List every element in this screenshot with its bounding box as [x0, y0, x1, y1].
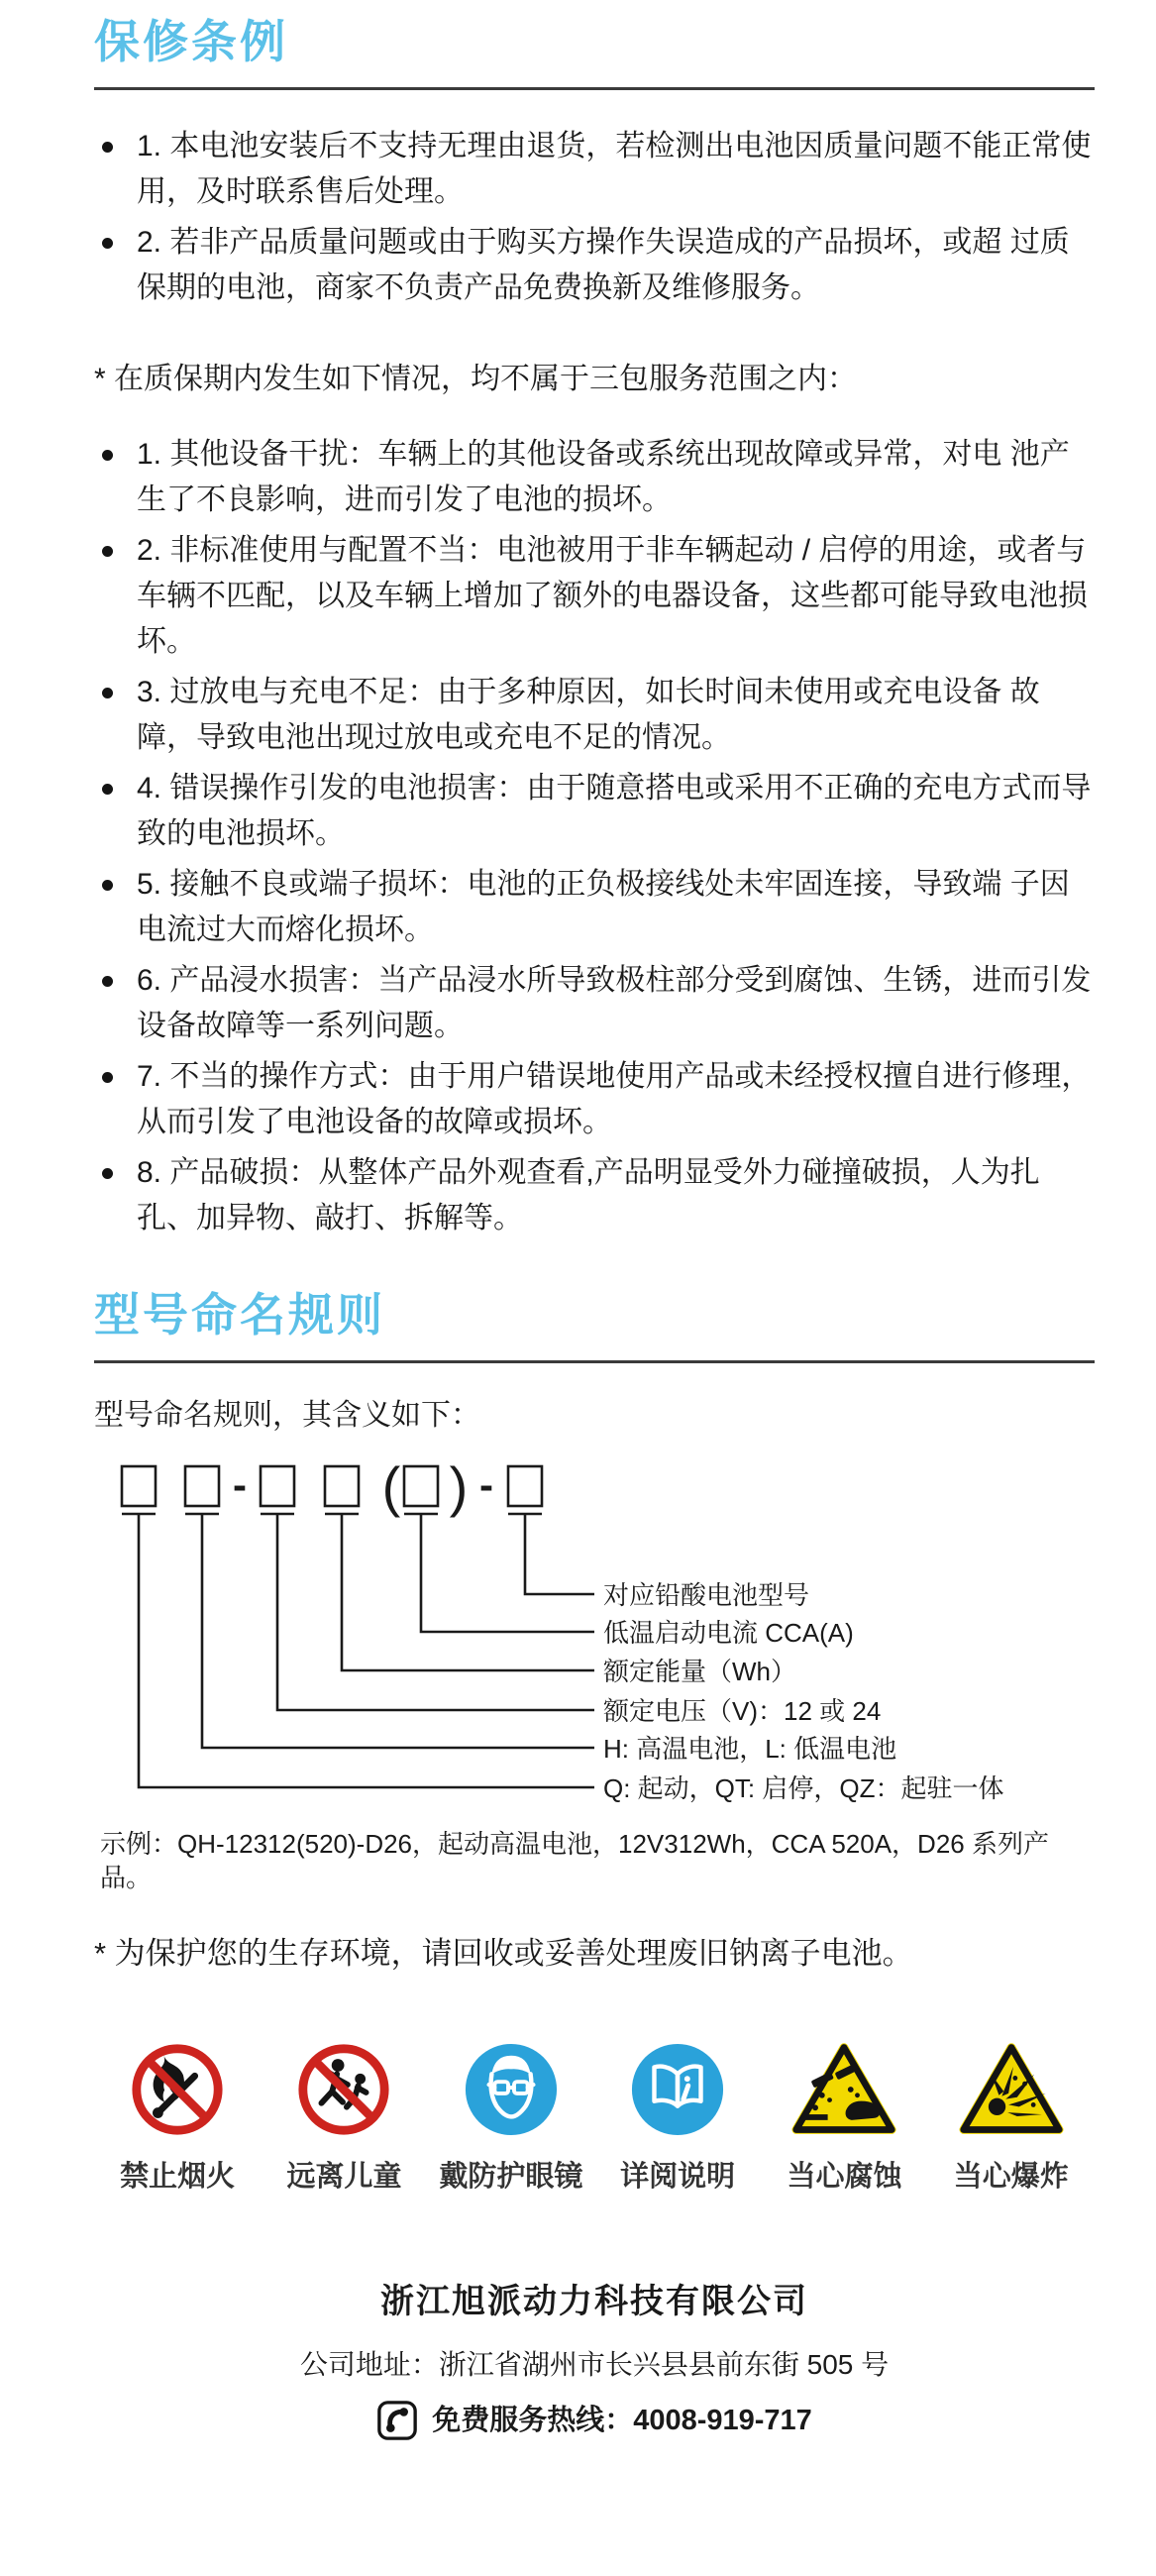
exclusion-item: 1. 其他设备干扰：车辆上的其他设备或系统出现故障或异常，对电 池产生了不良影响，进而引发了电池的损坏。 [94, 432, 1095, 523]
safety-icon-cell [261, 2039, 427, 2195]
safety-icon-cell [761, 2039, 927, 2195]
naming-title: 型号命名规则 [94, 1289, 385, 1341]
safety-icon-cell [594, 2039, 761, 2195]
wear-eye-protection-icon [463, 2039, 560, 2138]
title-divider [94, 87, 1095, 90]
footer [94, 2278, 1095, 2442]
warranty-item: 1. 本电池安装后不支持无理由退货，若检测出电池因质量问题不能正常使用，及时联系售后处理。 [94, 124, 1095, 215]
exclusion-item: 3. 过放电与充电不足：由于多种原因，如长时间未使用或充电设备 故障，导致电池出现过放电或充电不足的情况。 [94, 670, 1095, 761]
naming-diagram-svg [94, 1460, 1095, 1817]
pattern-paren-close: ) [449, 1460, 469, 1518]
bullet-dot [102, 1168, 113, 1179]
safety-icon-cell [928, 2039, 1095, 2195]
recycle-note: * 为保护您的生存环境，请回收或妥善处理废旧钠离子电池。 [94, 1936, 913, 1971]
no-fire-icon [129, 2039, 226, 2138]
model-code-box [185, 1466, 219, 1506]
phone-icon [376, 2400, 418, 2441]
safety-icon-label: 详阅说明 [620, 2161, 736, 2193]
safety-icon-label: 当心腐蚀 [787, 2161, 902, 2193]
pattern-separator: - [233, 1461, 247, 1508]
warranty-note: * 在质保期内发生如下情况，均不属于三包服务范围之内： [94, 363, 858, 395]
explosion-warning-icon [958, 2039, 1065, 2138]
exclusion-item: 5. 接触不良或端子损坏：电池的正负极接线处未牢固连接，导致端 子因电流过大而熔化损坏。 [94, 862, 1095, 953]
bullet-dot [102, 1072, 113, 1083]
exclusion-list [94, 432, 1095, 1241]
model-code-box [508, 1466, 542, 1506]
read-instructions-icon [629, 2039, 726, 2138]
safety-icon-label: 戴防护眼镜 [439, 2161, 583, 2193]
pattern-label: 额定电压（V)：12 或 24 [603, 1696, 882, 1726]
hotline-text: 免费服务热线：4008-919-717 [432, 2405, 812, 2436]
naming-section [94, 1287, 1095, 1976]
bullet-dot [102, 546, 113, 557]
naming-example: 示例：QH-12312(520)-D26，起动高温电池，12V312Wh，CCA 520A，D26 系列产品。 [100, 1829, 1049, 1892]
safety-icon-label: 远离儿童 [286, 2161, 402, 2193]
safety-icon-label: 当心爆炸 [953, 2161, 1069, 2193]
connector-line [277, 1514, 594, 1710]
exclusion-item: 4. 错误操作引发的电池损害：由于随意搭电或采用不正确的充电方式而导致的电池损坏。 [94, 766, 1095, 857]
exclusion-item: 8. 产品破损：从整体产品外观查看,产品明显受外力碰撞破损，人为扎孔、加异物、敲打、拆解等。 [94, 1150, 1095, 1241]
bullet-dot [102, 976, 113, 987]
model-code-box [404, 1466, 438, 1506]
safety-icon-cell [94, 2039, 261, 2195]
pattern-label: 对应铅酸电池型号 [603, 1580, 810, 1610]
bullet-dot [102, 688, 113, 698]
pattern-label: Q: 起动，QT: 启停，QZ：起驻一体 [603, 1773, 1004, 1803]
pattern-separator: - [479, 1461, 493, 1508]
model-code-box [261, 1466, 294, 1506]
bullet-dot [102, 238, 113, 249]
title-divider [94, 1360, 1095, 1363]
warranty-list [94, 124, 1095, 311]
corrosion-warning-icon [790, 2039, 897, 2138]
company-name: 浙江旭派动力科技有限公司 [380, 2283, 808, 2320]
bullet-dot [102, 784, 113, 795]
exclusion-item: 2. 非标准使用与配置不当：电池被用于非车辆起动 / 启停的用途，或者与车辆不匹配，以及车辆上增加了额外的电器设备，这些都可能导致电池损坏。 [94, 528, 1095, 665]
exclusion-item: 7. 不当的操作方式：由于用户错误地使用产品或未经授权擅自进行修理，从而引发了电池设备的故障或损坏。 [94, 1054, 1095, 1145]
safety-icons-row [94, 2039, 1095, 2195]
pattern-label: H: 高温电池，L: 低温电池 [603, 1734, 897, 1764]
bullet-dot [102, 142, 113, 153]
company-address: 公司地址：浙江省湖州市长兴县县前东街 505 号 [299, 2349, 890, 2380]
pattern-label: 低温启动电流 CCA(A) [603, 1618, 854, 1648]
bullet-dot [102, 880, 113, 891]
connector-line [421, 1514, 594, 1632]
safety-icon-label: 禁止烟火 [120, 2161, 236, 2193]
bullet-dot [102, 450, 113, 461]
warranty-section [94, 14, 1095, 1241]
model-code-box [122, 1466, 156, 1506]
warranty-title: 保修条例 [94, 16, 288, 67]
safety-icon-cell [428, 2039, 594, 2195]
connector-line [525, 1514, 594, 1594]
pattern-paren-open: ( [381, 1460, 401, 1518]
warranty-item: 2. 若非产品质量问题或由于购买方操作失误造成的产品损坏，或超 过质保期的电池，商家不负责产品免费换新及维修服务。 [94, 220, 1095, 311]
pattern-label: 额定能量（Wh） [603, 1657, 797, 1686]
naming-intro: 型号命名规则，其含义如下： [94, 1399, 480, 1432]
keep-away-children-icon [295, 2039, 392, 2138]
hotline-row [94, 2399, 1095, 2442]
connector-line [342, 1514, 594, 1670]
model-code-box [325, 1466, 359, 1506]
exclusion-item: 6. 产品浸水损害：当产品浸水所导致极柱部分受到腐蚀、生锈，进而引发设备故障等一系列问题。 [94, 958, 1095, 1049]
model-naming-diagram [94, 1460, 1095, 1817]
